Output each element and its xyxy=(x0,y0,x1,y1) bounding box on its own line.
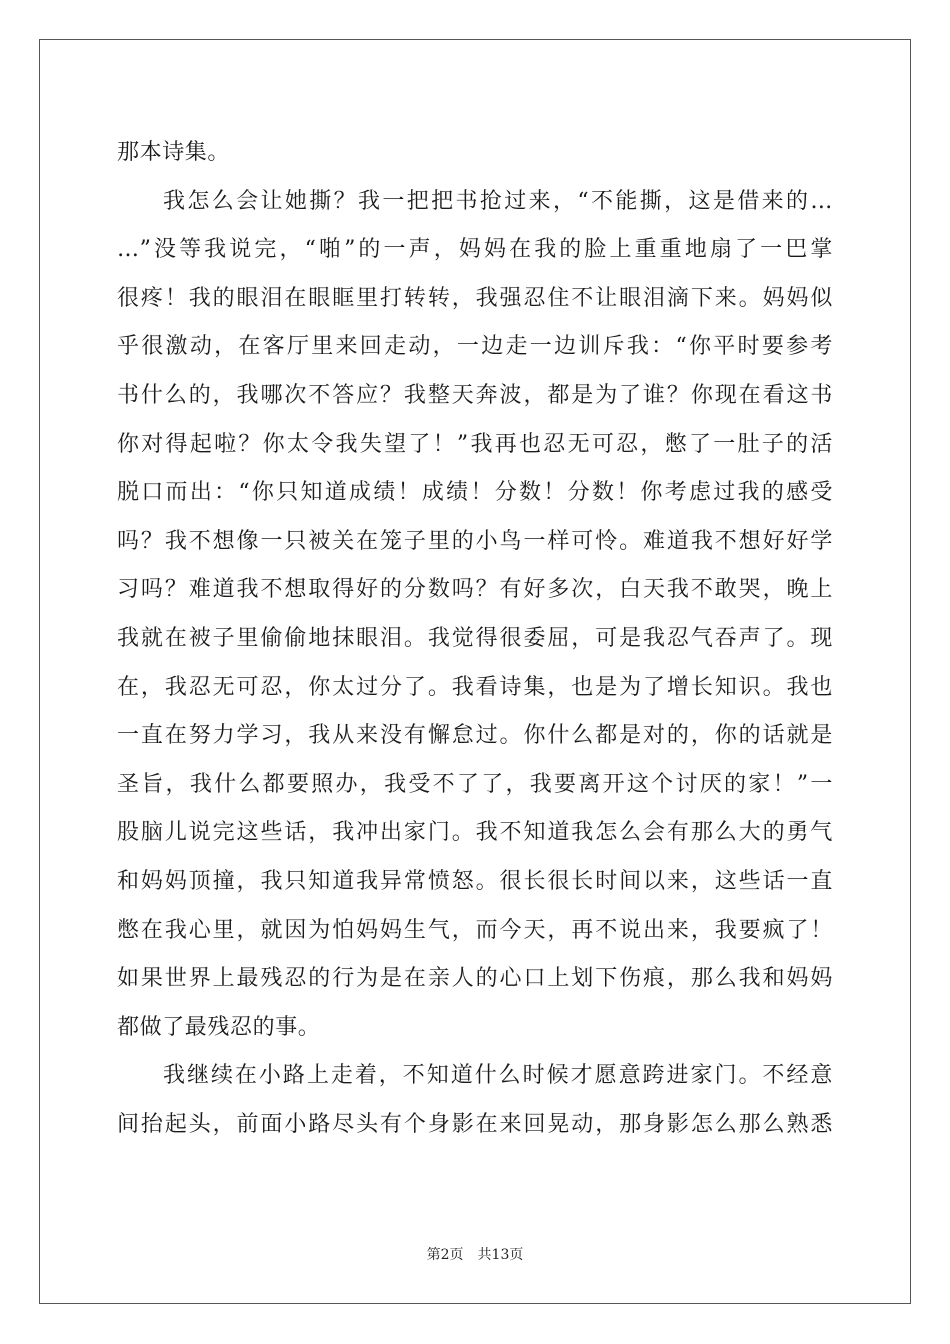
page-footer xyxy=(0,1246,950,1264)
text-line: 那本诗集。 xyxy=(117,140,231,165)
text-line: 我就在被子里偷偷地抹眼泪。我觉得很委屈，可是我忍气吞声了。现 xyxy=(117,625,833,651)
document-body xyxy=(117,129,833,1149)
text-line: 一直在努力学习，我从来没有懈怠过。你什么都是对的，你的话就是 xyxy=(117,723,833,749)
page-total: 共13页 xyxy=(477,1247,524,1263)
text-line: 股脑儿说完这些话，我冲出家门。我不知道我怎么会有那么大的勇气 xyxy=(117,820,833,846)
text-line: 憋在我心里，就因为怕妈妈生气，而今天，再不说出来，我要疯了！ xyxy=(117,917,833,943)
text-line: 吗？我不想像一只被关在笼子里的小鸟一样可怜。难道我不想好好学 xyxy=(117,528,833,554)
text-line: 和妈妈顶撞，我只知道我异常愤怒。很长很长时间以来，这些话一直 xyxy=(117,868,833,894)
text-line: 我继续在小路上走着，不知道什么时候才愿意跨进家门。不经意 xyxy=(163,1063,833,1089)
text-line: …”没等我说完，“啪”的一声，妈妈在我的脸上重重地扇了一巴掌 xyxy=(117,237,833,263)
text-line: 我怎么会让她撕？我一把把书抢过来，“不能撕，这是借来的… xyxy=(163,188,833,214)
text-line: 如果世界上最残忍的行为是在亲人的心口上划下伤痕，那么我和妈妈 xyxy=(117,966,833,992)
text-line: 圣旨，我什么都要照办，我受不了了，我要离开这个讨厌的家！”一 xyxy=(117,771,833,797)
page-number: 第2页 xyxy=(426,1247,464,1263)
text-line: 书什么的，我哪次不答应？我整天奔波，都是为了谁？你现在看这书 xyxy=(117,382,833,408)
text-line: 乎很激动，在客厅里来回走动，一边走一边训斥我：“你平时要参考 xyxy=(117,334,833,360)
text-line: 你对得起啦？你太令我失望了！”我再也忍无可忍，憋了一肚子的活 xyxy=(117,431,833,457)
text-line: 脱口而出：“你只知道成绩！成绩！分数！分数！你考虑过我的感受 xyxy=(117,480,833,506)
text-line: 很疼！我的眼泪在眼眶里打转转，我强忍住不让眼泪滴下来。妈妈似 xyxy=(117,285,833,311)
text-line: 都做了最残忍的事。 xyxy=(117,1014,321,1040)
text-line: 在，我忍无可忍，你太过分了。我看诗集，也是为了增长知识。我也 xyxy=(117,674,833,700)
text-line: 间抬起头，前面小路尽头有个身影在来回晃动，那身影怎么那么熟悉 xyxy=(117,1111,833,1137)
text-line: 习吗？难道我不想取得好的分数吗？有好多次，白天我不敢哭，晚上 xyxy=(117,577,833,603)
